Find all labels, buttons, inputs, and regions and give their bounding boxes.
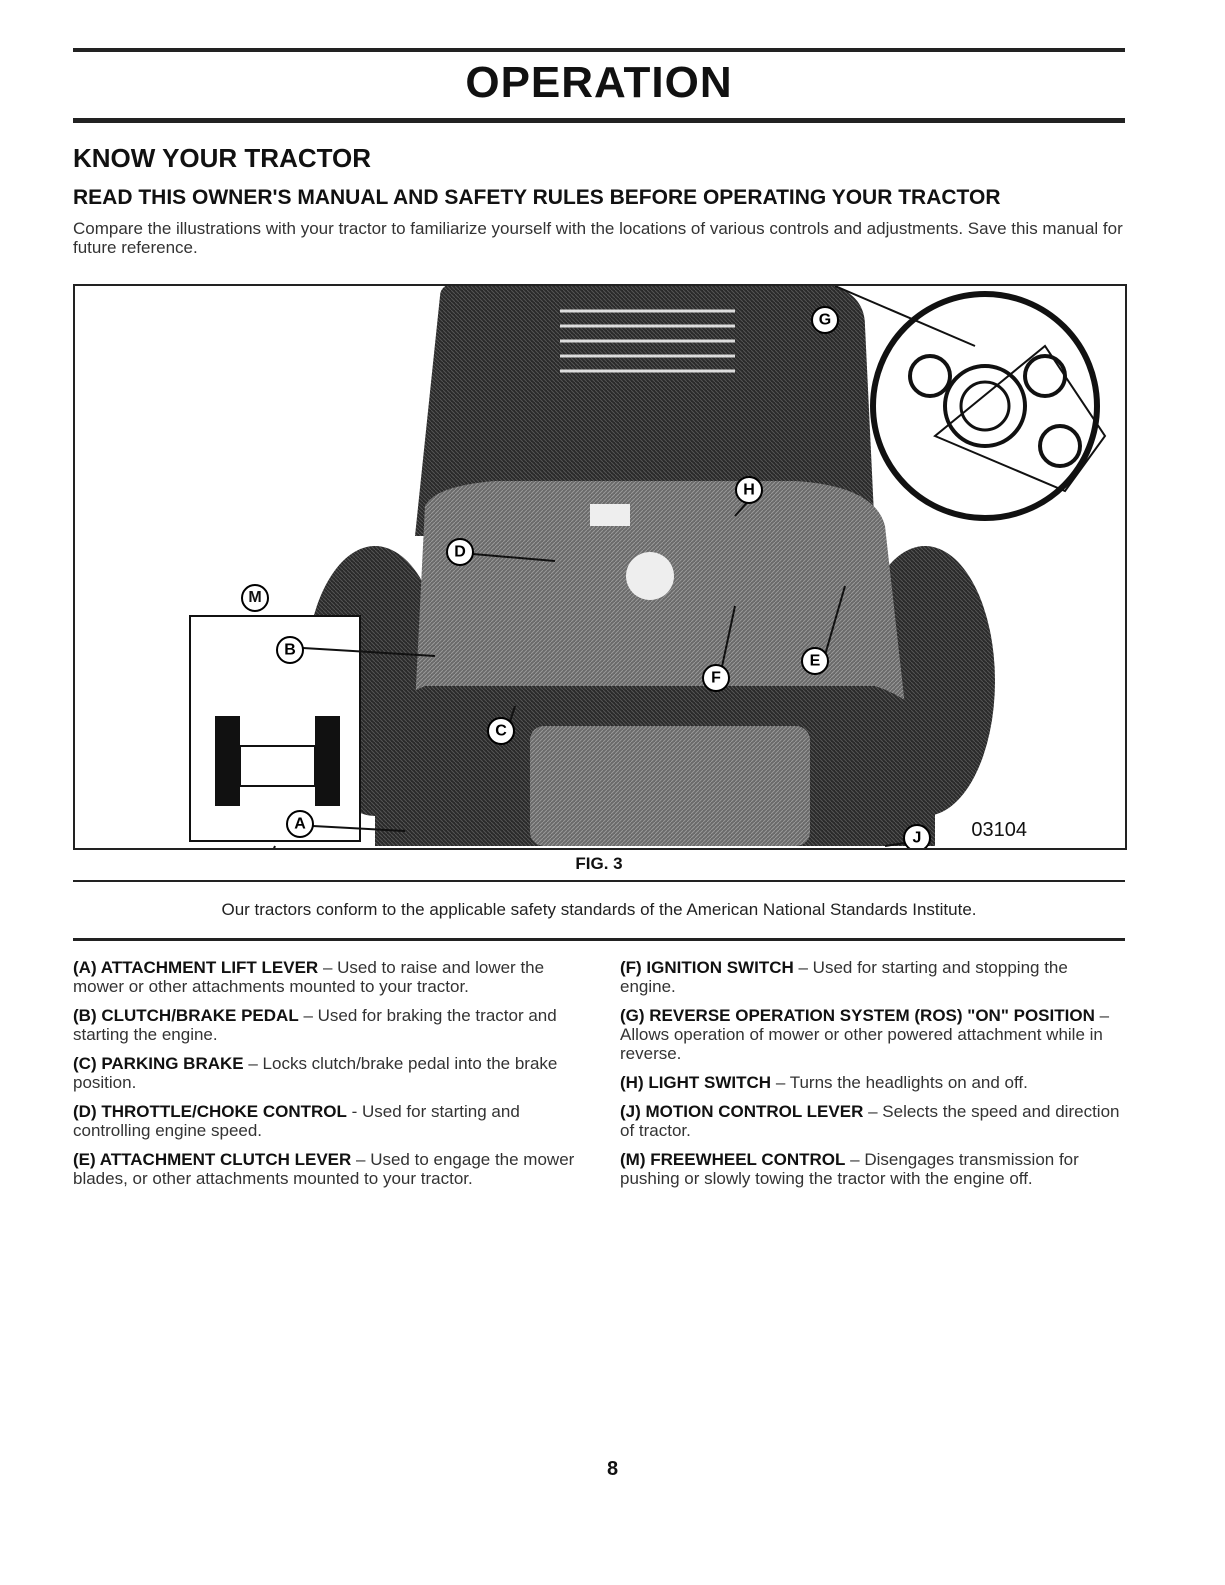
control-item-e bbox=[73, 1150, 576, 1188]
svg-text:H: H bbox=[743, 481, 755, 499]
callout-layer bbox=[75, 286, 1125, 848]
svg-text:D: D bbox=[454, 543, 466, 561]
control-item-j bbox=[620, 1102, 1123, 1140]
control-desc: – Selects the speed and direction of tractor. bbox=[620, 1102, 1120, 1140]
svg-text:C: C bbox=[495, 722, 507, 740]
callout-d bbox=[447, 539, 473, 565]
control-desc: – Allows operation of mower or other powered attachment while in reverse. bbox=[620, 1006, 1110, 1063]
callout-j bbox=[904, 825, 930, 848]
figure-code: 03104 bbox=[971, 819, 1027, 841]
mid-rule-1 bbox=[73, 880, 1125, 882]
callout-a bbox=[287, 811, 313, 837]
top-rule-1 bbox=[73, 48, 1125, 52]
callout-m bbox=[241, 584, 269, 612]
page-title: OPERATION bbox=[465, 58, 733, 107]
control-term: (C) PARKING BRAKE bbox=[73, 1054, 244, 1073]
control-item-c bbox=[73, 1054, 576, 1092]
svg-text:B: B bbox=[284, 641, 296, 659]
callout-c bbox=[488, 718, 514, 744]
control-desc: – Locks clutch/brake pedal into the brake position. bbox=[73, 1054, 558, 1092]
svg-text:G: G bbox=[818, 311, 832, 329]
control-term: (E) ATTACHMENT CLUTCH LEVER bbox=[73, 1150, 352, 1169]
callout-g bbox=[812, 307, 838, 333]
svg-text:E: E bbox=[809, 652, 821, 670]
control-desc: – Turns the headlights on and off. bbox=[775, 1073, 1028, 1092]
figure-caption: FIG. 3 bbox=[575, 854, 623, 873]
control-desc: – Disengages transmission for pushing or slowly towing the tractor with the engine off. bbox=[620, 1150, 1079, 1188]
callout-b bbox=[277, 637, 303, 663]
sub-heading: READ THIS OWNER'S MANUAL AND SAFETY RULES BEFORE OPERATING YOUR TRACTOR bbox=[73, 186, 1001, 209]
intro-paragraph: Compare the illustrations with your tractor to familiarize yourself with the locations of various controls and adjustments. Save this manual for future reference. bbox=[73, 219, 1123, 257]
svg-text:J: J bbox=[912, 829, 922, 847]
control-desc: – Used to engage the mower blades, or other attachments mounted to your tractor. bbox=[73, 1150, 575, 1188]
control-item-b bbox=[73, 1006, 576, 1044]
top-rule-2 bbox=[73, 118, 1125, 123]
control-item-f bbox=[620, 958, 1123, 996]
mid-rule-2 bbox=[73, 938, 1125, 941]
control-item-h bbox=[620, 1073, 1123, 1092]
control-item-d bbox=[73, 1102, 576, 1140]
control-term: (F) IGNITION SWITCH bbox=[620, 958, 794, 977]
control-term: (B) CLUTCH/BRAKE PEDAL bbox=[73, 1006, 299, 1025]
callout-f bbox=[703, 665, 729, 691]
page-number: 8 bbox=[606, 1458, 619, 1480]
control-term: (M) FREEWHEEL CONTROL bbox=[620, 1150, 846, 1169]
control-desc: – Used for braking the tractor and starting the engine. bbox=[73, 1006, 557, 1044]
controls-right-column bbox=[620, 958, 1123, 1198]
control-desc: – Used to raise and lower the mower or other attachments mounted to your tractor. bbox=[73, 958, 545, 996]
control-item-a bbox=[73, 958, 576, 996]
standards-note: Our tractors conform to the applicable safety standards of the American National Standards Institute. bbox=[221, 900, 977, 919]
control-item-g bbox=[620, 1006, 1123, 1063]
callout-e bbox=[802, 648, 828, 674]
controls-left-column bbox=[73, 958, 576, 1198]
callout-m-label: M bbox=[248, 589, 262, 606]
control-term: (J) MOTION CONTROL LEVER bbox=[620, 1102, 864, 1121]
control-term: (H) LIGHT SWITCH bbox=[620, 1073, 772, 1092]
control-desc: - Used for starting and controlling engine speed. bbox=[73, 1102, 520, 1140]
tractor-figure bbox=[73, 284, 1127, 850]
control-term: (D) THROTTLE/CHOKE CONTROL bbox=[73, 1102, 347, 1121]
control-item-m bbox=[620, 1150, 1123, 1188]
control-term: (G) REVERSE OPERATION SYSTEM (ROS) "ON" POSITION bbox=[620, 1006, 1095, 1025]
svg-text:A: A bbox=[294, 815, 306, 833]
control-term: (A) ATTACHMENT LIFT LEVER bbox=[73, 958, 319, 977]
section-heading: KNOW YOUR TRACTOR bbox=[73, 143, 372, 173]
svg-text:F: F bbox=[711, 669, 721, 687]
callout-h bbox=[736, 477, 762, 503]
control-desc: – Used for starting and stopping the engine. bbox=[620, 958, 1068, 996]
